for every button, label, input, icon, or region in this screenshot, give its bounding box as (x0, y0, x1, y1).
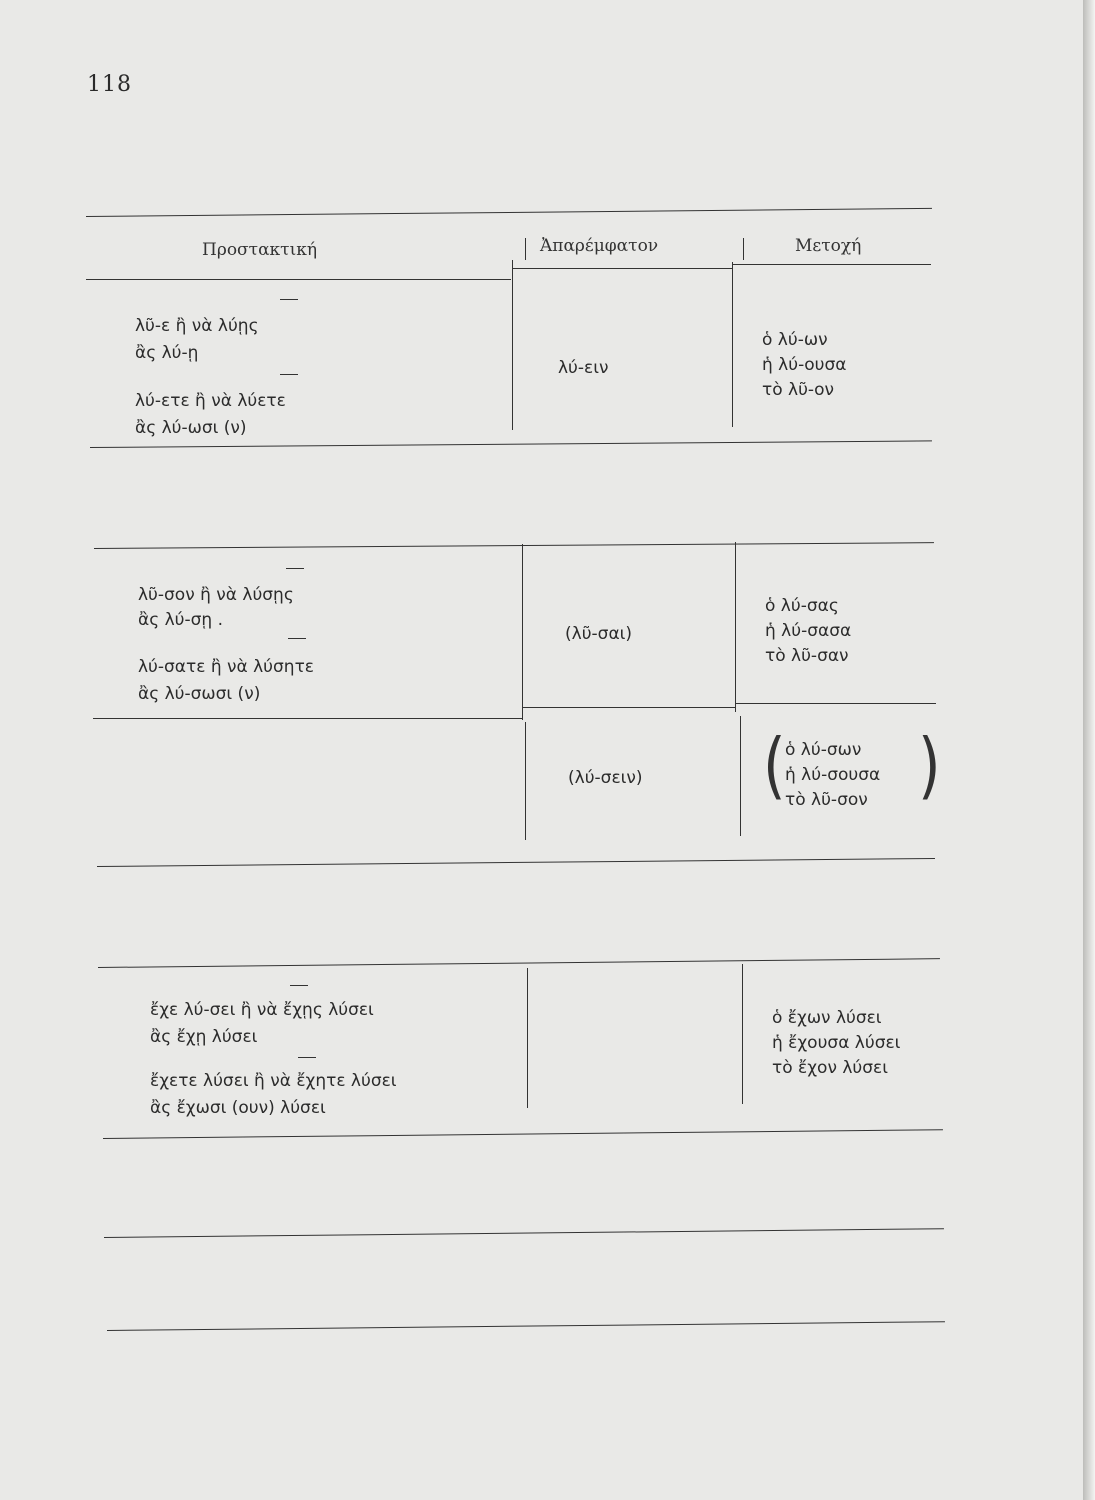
section4-imperative-line: ἔχετε λύσει ἢ νὰ ἔχητε λύσει (150, 1071, 397, 1091)
section4-dash-singular (290, 985, 308, 986)
section2-top-rule (94, 542, 934, 549)
section2-participle-line: ἡ λύ-σασα (765, 621, 852, 641)
section3-right-parenthesis: ) (918, 722, 941, 808)
section4-divider-2 (742, 964, 743, 1104)
section4-imperative-line: ἔχε λύ-σει ἢ νὰ ἔχῃς λύσει (150, 1000, 374, 1020)
section1-imperative-line: ἂς λύ-ῃ (135, 343, 199, 363)
section4-participle-line: ἡ ἔχουσα λύσει (772, 1033, 901, 1053)
header-imperative: Προστακτική (202, 240, 318, 260)
section1-bottom-rule (90, 440, 932, 448)
section3-left-parenthesis: ( (763, 722, 786, 808)
section4-participle-line: ὁ ἔχων λύσει (772, 1008, 882, 1028)
section2-dash-plural (288, 638, 306, 639)
section1-imperative-line: λύ-ετε ἢ νὰ λύετε (135, 391, 286, 411)
header-divider-1 (525, 238, 526, 260)
header-infinitive: Ἀπαρέμφατον (540, 236, 659, 256)
header-bottom-rule-mid (512, 268, 732, 269)
section4-imperative-line: ἂς ἔχωσι (ουν) λύσει (150, 1098, 326, 1118)
section1-imperative-line: λῦ-ε ἢ νὰ λύῃς (135, 316, 259, 336)
section1-divider-2 (732, 262, 733, 427)
section3-participle-line: τὸ λῦ-σον (785, 790, 868, 810)
section3-participle-line: ἡ λύ-σουσα (785, 765, 881, 785)
section1-dash-singular (280, 299, 298, 300)
section4-participle-line: τὸ ἔχον λύσει (772, 1058, 888, 1078)
section6-top-rule (107, 1321, 945, 1331)
section1-participle-line: τὸ λῦ-ον (762, 380, 834, 400)
section3-divider-1 (525, 722, 526, 840)
section2-participle-line: τὸ λῦ-σαν (765, 646, 849, 666)
section2-participle-line: ὁ λύ-σας (765, 596, 839, 616)
section2-imperative-line: λύ-σατε ἢ νὰ λύσητε (138, 657, 314, 677)
section4-imperative-line: ἂς ἔχῃ λύσει (150, 1027, 258, 1047)
section3-infinitive: (λύ-σειν) (568, 768, 643, 788)
section1-divider-1 (512, 260, 513, 430)
section4-top-rule (98, 958, 940, 968)
section2-dash-singular (286, 568, 304, 569)
section3-participle-line: ὁ λύ-σων (785, 740, 862, 760)
section3-bottom-rule (97, 858, 935, 867)
section2-imperative-line: ἂς λύ-σῃ . (138, 610, 223, 630)
section2-divider-2 (735, 542, 736, 712)
section1-imperative-line: ἂς λύ-ωσι (ν) (135, 418, 247, 438)
header-divider-2 (743, 238, 744, 260)
section1-dash-plural (280, 374, 298, 375)
section4-divider-1 (527, 968, 528, 1108)
section1-participle-line: ὁ λύ-ων (762, 330, 828, 350)
section4-dash-plural (298, 1057, 316, 1058)
section2-infinitive: (λῦ-σαι) (565, 624, 633, 644)
section3-divider-2 (740, 716, 741, 836)
section2-imperative-line: ἂς λύ-σωσι (ν) (138, 684, 261, 704)
section1-participle-line: ἡ λύ-ουσα (762, 355, 847, 375)
section4-bottom-rule (103, 1129, 943, 1139)
section2-divider-1 (522, 544, 523, 720)
header-top-rule (86, 208, 932, 217)
page-edge-shadow (1083, 0, 1095, 1500)
section2-imperative-line: λῦ-σον ἢ νὰ λύσῃς (138, 585, 294, 605)
header-participle: Μετοχή (795, 236, 862, 256)
header-bottom-rule-left (86, 279, 511, 280)
section1-infinitive: λύ-ειν (558, 358, 609, 378)
section2-bottom-rule-left (93, 718, 523, 719)
header-bottom-rule-right (733, 264, 931, 265)
section2-bottom-rule-right (736, 703, 936, 704)
section2-bottom-rule-mid (523, 707, 735, 708)
page-number: 118 (87, 72, 132, 97)
section5-top-rule (104, 1228, 944, 1238)
